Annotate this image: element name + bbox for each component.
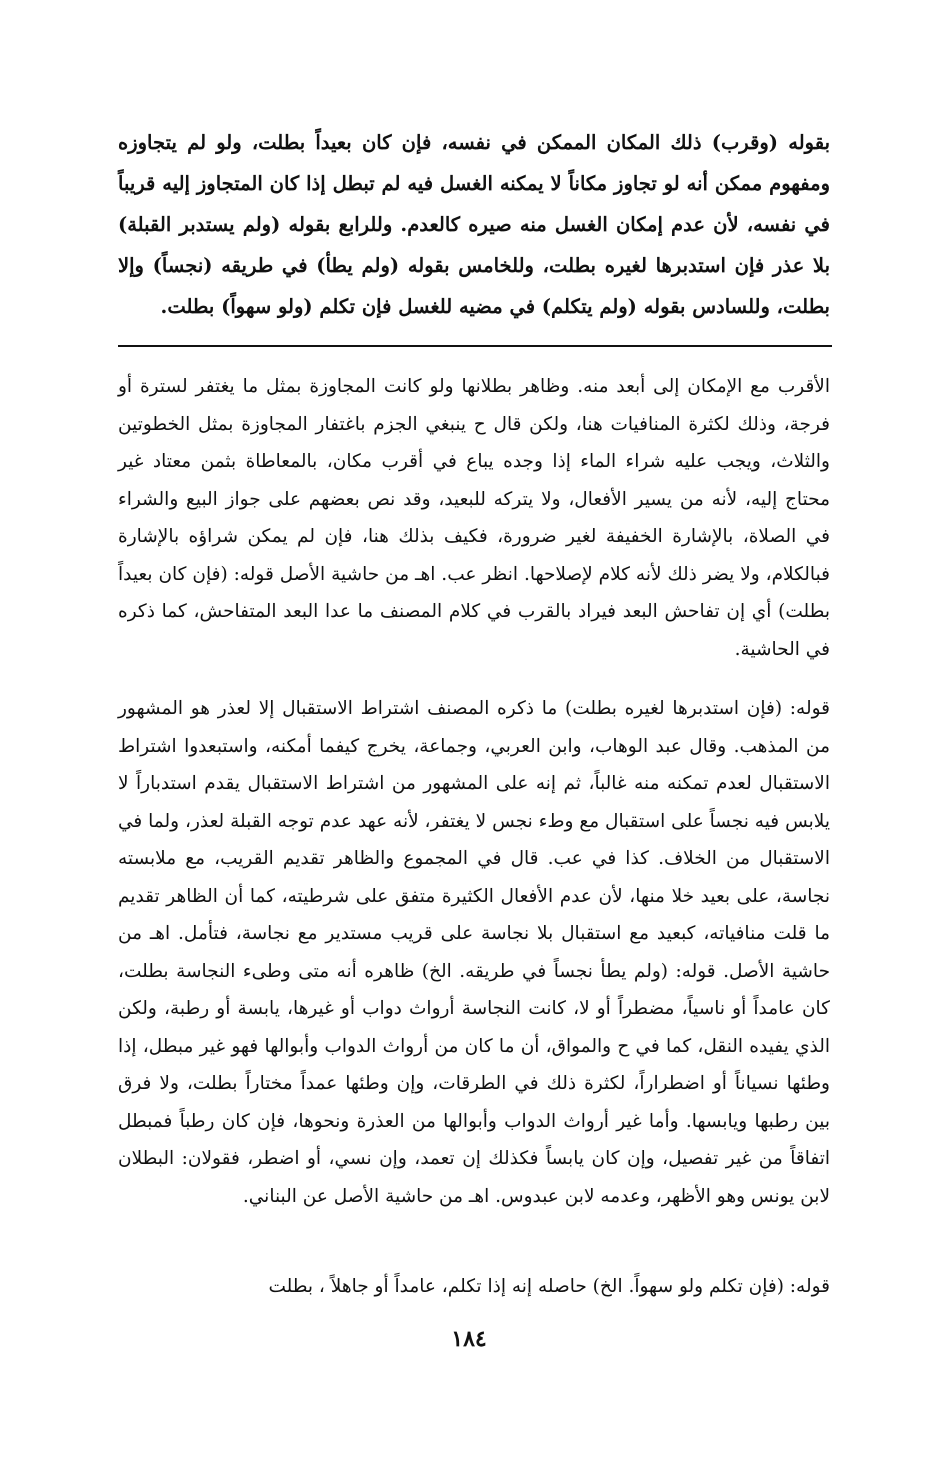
footnote-block-3 bbox=[118, 1268, 830, 1306]
footnote-separator bbox=[118, 345, 832, 347]
footnote-block-2 bbox=[118, 690, 830, 1215]
main-paragraph: بقوله (وقرب) ذلك المكان الممكن في نفسه، فإن كان بعيداً بطلت، ولو لم يتجاوزه ومفهوم ممكن أنه لو تجاوز مكاناً لا يمكنه الغسل فيه لم تبطل إذا كان المتجاوز إليه قريباً في نفسه، لأن عدم إمكان الغسل منه صيره كالعدم. وللرابع بقوله (ولم يستدبر القبلة) بلا عذر فإن استدبرها لغيره بطلت، وللخامس بقوله (ولم يطأ) في طريقه (نجساً) وإلا بطلت، وللسادس بقوله (ولم يتكلم) في مضيه للغسل فإن تكلم (ولو سهواً) بطلت. bbox=[118, 131, 830, 318]
footnote-paragraph-1: الأقرب مع الإمكان إلى أبعد منه. وظاهر بطلانها ولو كانت المجاوزة بمثل ما يغتفر لسترة أو فرجة، وذلك لكثرة المنافيات هنا، ولكن قال ح ينبغي الجزم باغتفار المجاوزة بمثل الخطوتين والثلاث، ويجب عليه شراء الماء إذا وجده يباع في أقرب مكان، بالمعاطاة بثمن معتاد غير محتاج إليه، لأنه من يسير الأفعال، ولا يتركه للبعيد، وقد نص بعضهم على جواز البيع والشراء في الصلاة، بالإشارة الخفيفة لغير ضرورة، فكيف بذلك هنا، فإن لم يمكن شراؤه بالإشارة فبالكلام، ولا يضر ذلك لأنه كلام لإصلاحها. انظر عب. اهـ من حاشية الأصل قوله: (فإن كان بعيداً بطلت) أي إن تفاحش البعد فيراد بالقرب في كلام المصنف ما عدا البعد المتفاحش، كما ذكره في الحاشية. bbox=[118, 376, 830, 660]
footnote-paragraph-3: قوله: (فإن تكلم ولو سهواً. الخ) حاصله إنه إذا تكلم، عامداً أو جاهلاً ، بطلت bbox=[268, 1276, 830, 1297]
main-text bbox=[118, 122, 830, 327]
footnote-block-1 bbox=[118, 368, 830, 668]
footnote-paragraph-2: قوله: (فإن استدبرها لغيره بطلت) ما ذكره المصنف اشتراط الاستقبال إلا لعذر هو المشهور من المذهب. وقال عبد الوهاب، وابن العربي، وجماعة، يخرج كيفما أمكنه، واستبعدوا اشتراط الاستقبال لعدم تمكنه منه غالباً، ثم إنه على المشهور من اشتراط الاستقبال يقدم استدباراً لا يلابس فيه نجساً على استقبال مع وطء نجس لا يغتفر، لأنه عهد عدم توجه القبلة لعذر، ولما في الاستقبال من الخلاف. كذا في عب. قال في المجموع والظاهر تقديم القريب، مع ملابسته نجاسة، على بعيد خلا منها، لأن عدم الأفعال الكثيرة متفق على شرطيته، كما أن الظاهر تقديم ما قلت منافياته، كبعيد مع استقبال بلا نجاسة على قريب مستدير مع نجاسة، فتأمل. اهـ من حاشية الأصل. قوله: (ولم يطأ نجساً في طريقه. الخ) ظاهره أنه متى وطىء النجاسة بطلت، كان عامداً أو ناسياً، مضطراً أو لا، كانت النجاسة أرواث دواب أو غيرها، يابسة أو رطبة، ولكن الذي يفيده النقل، كما في ح والمواق، أن ما كان من أرواث الدواب وأبوالها فهو غير مبطل، إذا وطئها نسياناً أو اضطراراً، لكثرة ذلك في الطرقات، وإن وطئها عمداً مختاراً بطلت، ولا فرق بين رطبها ويابسها. وأما غير أرواث الدواب وأبوالها من العذرة ونحوها، فإن كان رطباً فمبطل اتفاقاً من غير تفصيل، وإن كان يابساً فكذلك إن تعمد، وإن نسي، أو اضطر، فقولان: البطلان لابن يونس وهو الأظهر، وعدمه لابن عبدوس. اهـ من حاشية الأصل عن البناني. bbox=[118, 698, 830, 1207]
page-number: ١٨٤ bbox=[451, 1326, 487, 1352]
